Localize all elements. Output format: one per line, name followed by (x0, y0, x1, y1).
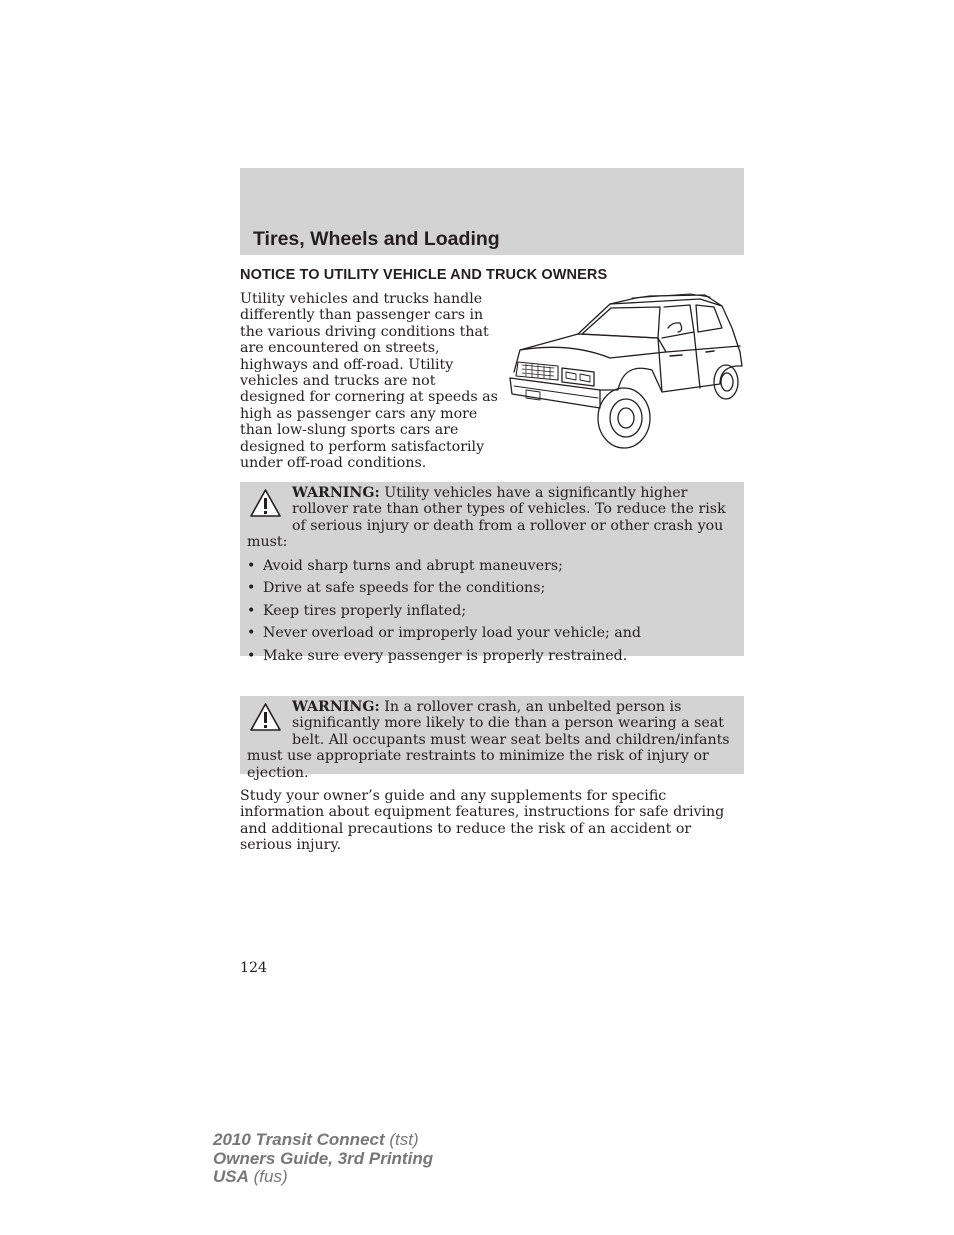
warning-label: WARNING: (292, 485, 380, 501)
warning-text (247, 699, 732, 781)
footer-market: USA (213, 1167, 249, 1186)
warning-bullet-list (247, 558, 732, 664)
warning-box-rollover (240, 482, 744, 664)
warning-body: In a rollover crash, an unbelted person is significantly more likely to die than a person wearing a seat belt. All occupants must wear seat belts and children/infants must use appropriate restraints to minimize the risk of injury or ejection. (247, 699, 730, 781)
footer-printing: Owners Guide, 3rd Printing (213, 1148, 434, 1168)
section-heading: NOTICE TO UTILITY VEHICLE AND TRUCK OWNERS (240, 267, 608, 283)
list-item: • Drive at safe speeds for the conditions; (247, 580, 732, 596)
closing-paragraph: Study your owner’s guide and any supplements for specific information about equipment features, instructions for safe driving and additional precautions to reduce the risk of an accident or serious injury. (240, 788, 725, 854)
warning-triangle-icon (249, 702, 282, 732)
footer-model: 2010 Transit Connect (213, 1130, 385, 1149)
utility-vehicle-illustration (500, 290, 745, 450)
intro-paragraph: Utility vehicles and trucks handle differently than passenger cars in the various driving conditions that are encountered on streets, highways and off-road. Utility vehicles and trucks are not designed for cornering at speeds as high as passenger cars any more than low-slung sports cars are designed to perform satisfactorily under off-road conditions. (240, 291, 498, 472)
warning-triangle-icon (249, 488, 282, 518)
section-header-band (240, 168, 744, 255)
warning-body: Utility vehicles have a significantly higher rollover rate than other types of vehicles. To reduce the risk of serious injury or death from a rollover or other crash you must: (247, 485, 726, 551)
warning-box-seat-belt (240, 696, 744, 781)
page-title: Tires, Wheels and Loading (253, 228, 500, 250)
list-item: • Make sure every passenger is properly restrained. (247, 648, 732, 664)
document-footer (213, 1131, 433, 1187)
list-item: • Avoid sharp turns and abrupt maneuvers; (247, 558, 732, 574)
footer-line-model (213, 1131, 433, 1150)
footer-market-code: (fus) (248, 1167, 288, 1186)
list-item: • Keep tires properly inflated; (247, 603, 732, 619)
list-item: • Never overload or improperly load your vehicle; and (247, 625, 732, 641)
page-number: 124 (240, 960, 268, 976)
footer-model-code: (tst) (384, 1130, 419, 1149)
footer-line-market (213, 1168, 433, 1187)
warning-text (247, 485, 732, 551)
warning-label: WARNING: (292, 699, 380, 715)
